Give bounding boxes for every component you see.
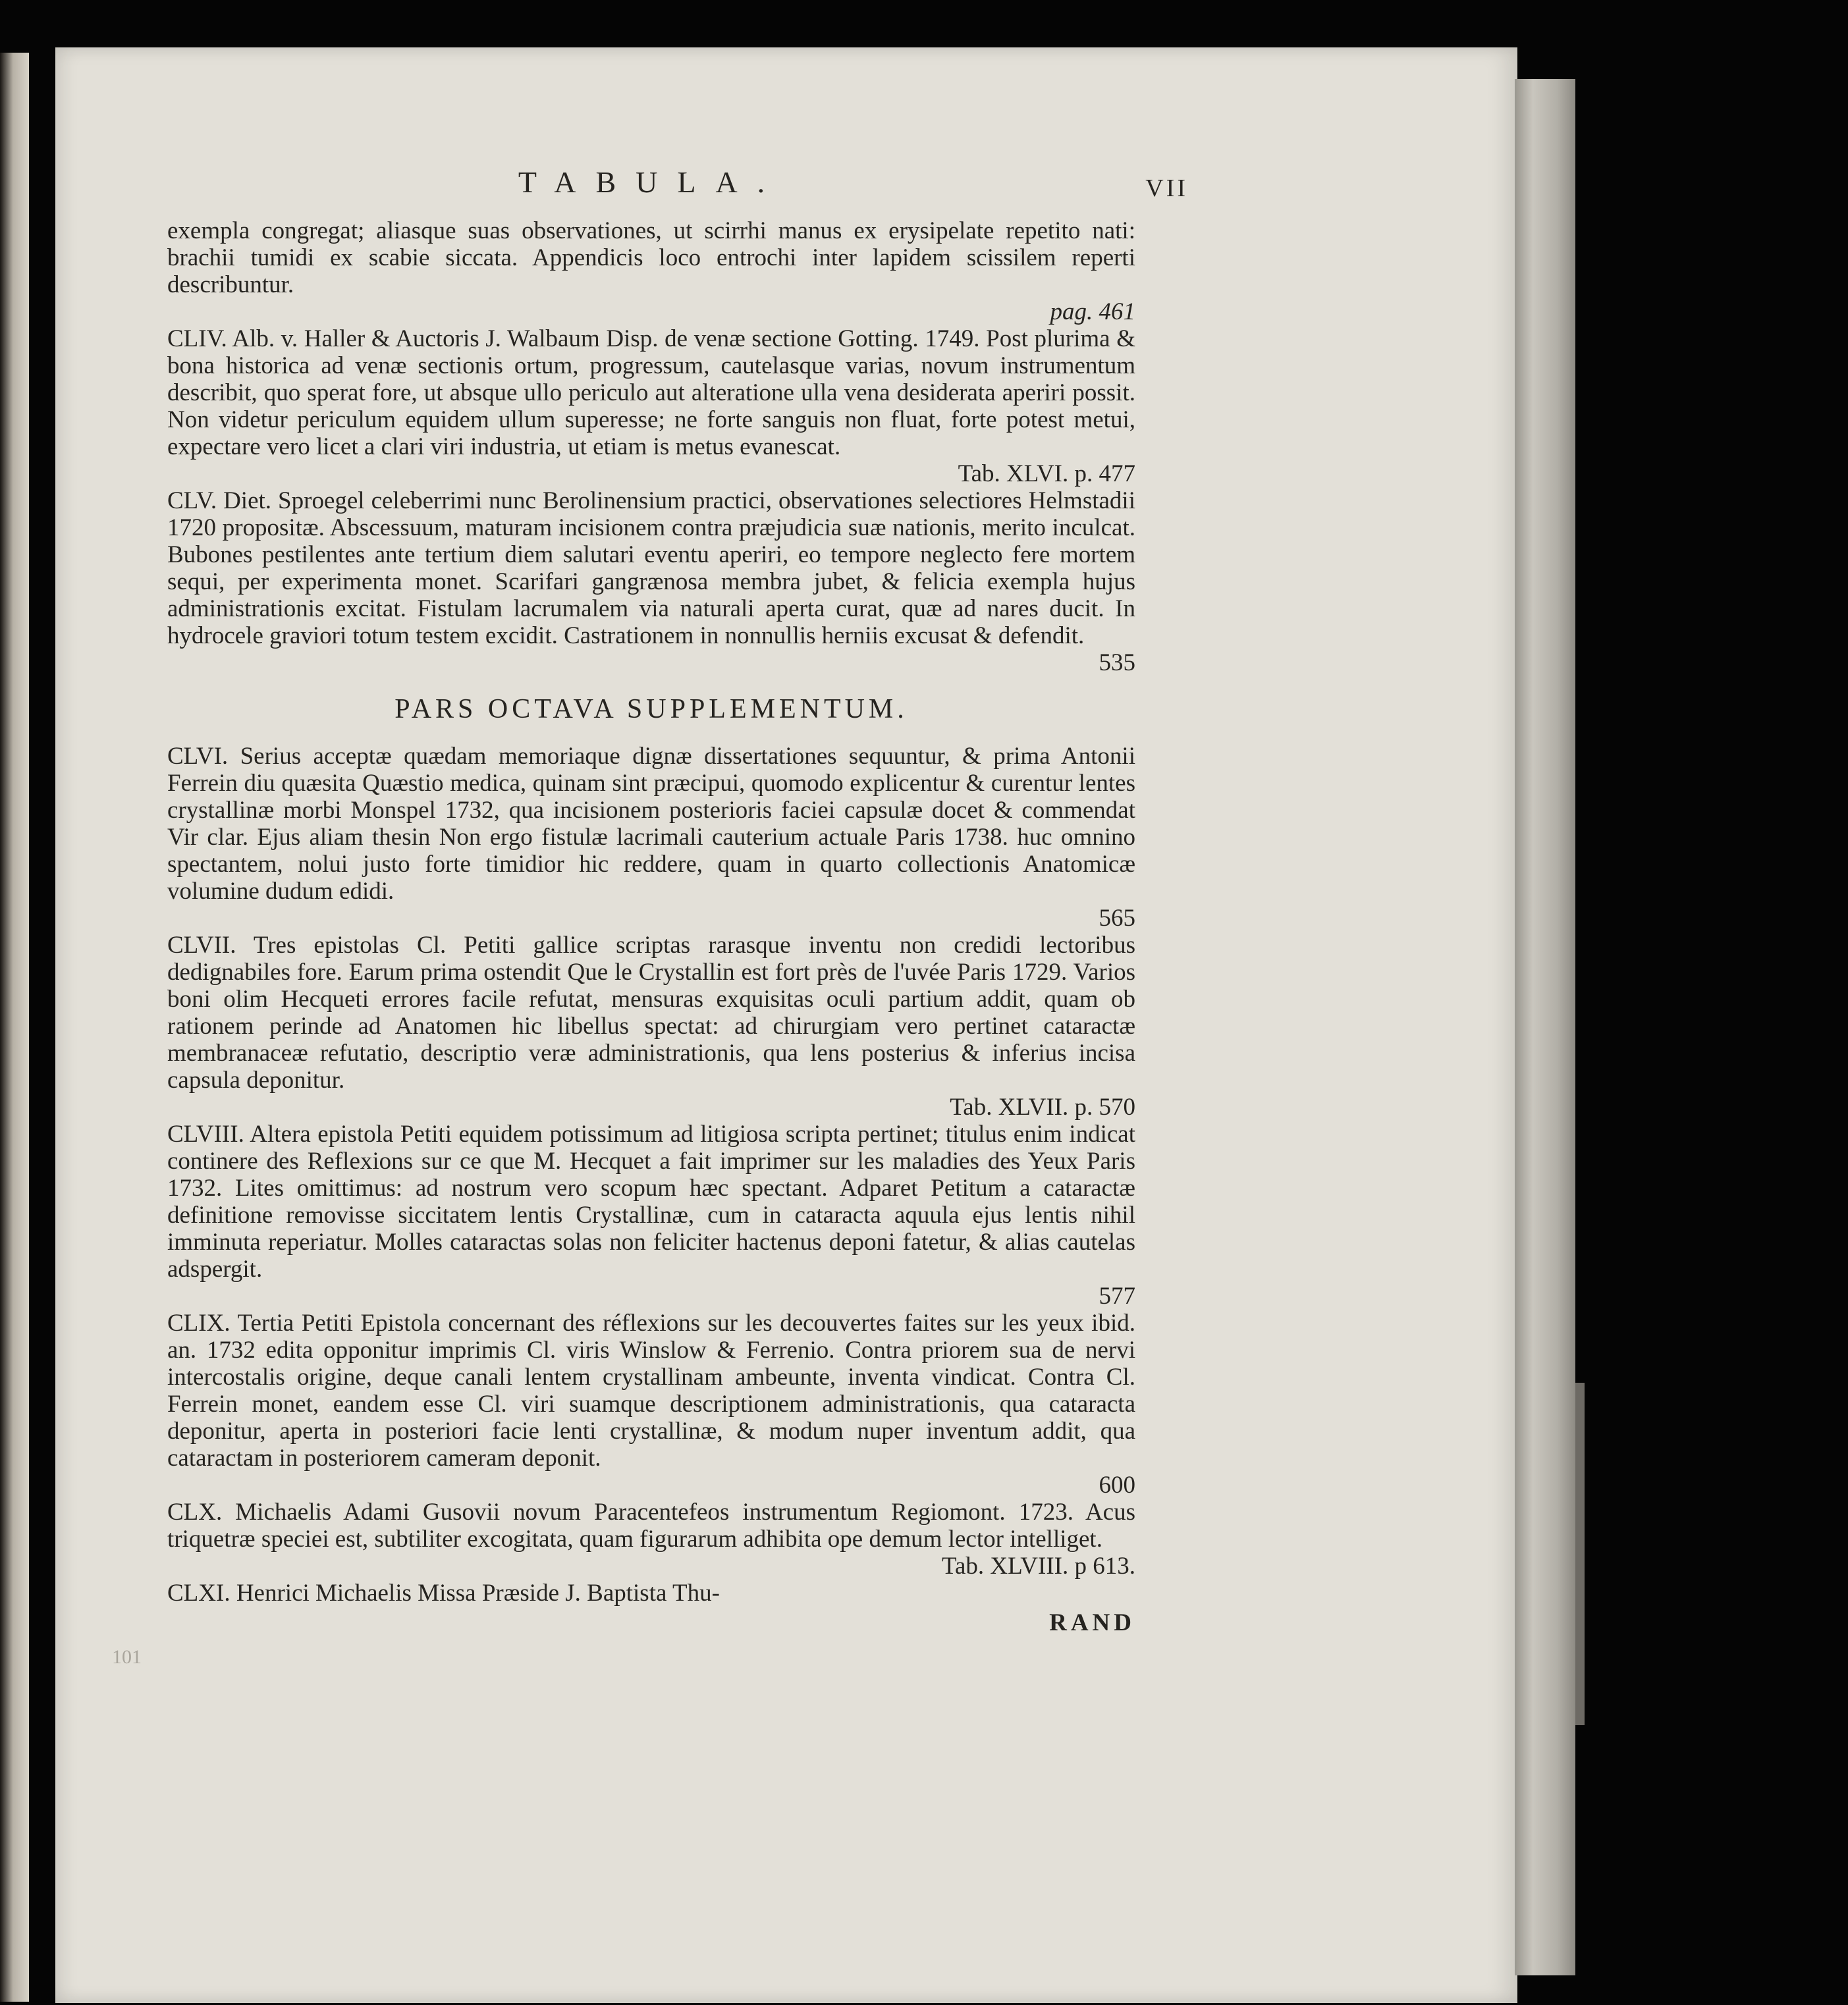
catchword: RAND xyxy=(1049,1609,1135,1636)
page-content xyxy=(167,165,1188,1636)
entry-clvi: CLVI. Serius acceptæ quædam memoriaque dignæ dissertationes sequuntur, & prima Antonii Ferrein diu quæsita Quæstio medica, quinam sint præcipui, quomodo explicentur & curentur lentes crystallinæ morbi Monspel 1732, qua incisionem posterioris faciei capsulæ docet & commendat Vir clar. Ejus aliam thesin Non ergo fistulæ lacrimali cauterium actuale Paris 1738. huc omnino spectantem, nolui justo forte timidior hic reddere, quam in quarto collectionis Anatomicæ volumine dudum edidi. 565 xyxy=(167,743,1135,932)
adjacent-page-edge xyxy=(0,53,29,2002)
page-reference: 535 xyxy=(1099,649,1135,676)
page-reference: 565 xyxy=(1099,905,1135,932)
running-head-title: TABULA. xyxy=(518,165,785,199)
page-reference: pag. 461 xyxy=(1050,298,1135,325)
entry-clxi: CLXI. Henrici Michaelis Missa Præside J. Baptista Thu- xyxy=(167,1580,720,1607)
page-reference: Tab. XLVI. p. 477 xyxy=(958,460,1135,487)
page-reference: 577 xyxy=(1099,1283,1135,1310)
entry-clviii: CLVIII. Altera epistola Petiti equidem potissimum ad litigiosa scripta pertinet; titulus enim indicat continere des Reflexions sur ce que M. Hecquet a fait imprimer sur les maladies des Yeux Paris 1732. Lites omittimus: ad nostrum vero scopum hæc spectant. Adparet Petitum a cataractæ definitione removisse siccitatem lentis Crystallinæ, cum in cataracta aquula ejus lentis nihil imminuta reperiatur. Molles cataractas solas non feliciter hactenus deponi fatetur, & alias cautelas adspergit. 577 xyxy=(167,1121,1135,1310)
entry-clvii: CLVII. Tres epistolas Cl. Petiti gallice scriptas rarasque inventu non credidi lectoribus dedignabiles fore. Earum prima ostendit Que le Crystallin est fort près de l'uvée Paris 1729. Varios boni olim Hecqueti errores facile refutat, mensuras exquisitas oculi partium addit, quam ob rationem perinde ad Anatomen hic libellus spectat: ad chirurgiam vero pertinet cataractæ membranaceæ refutatio, descriptio veræ administrationis, qua lens posterius & inferius incisa capsula deponitur. Tab. XLVII. p. 570 xyxy=(167,932,1135,1121)
page-reference: 600 xyxy=(1099,1472,1135,1499)
entry-cliv: CLIV. Alb. v. Haller & Auctoris J. Walbaum Disp. de venæ sectione Gotting. 1749. Post plurima & bona historica ad venæ sectionis ortum, progressum, cautelasque varias, novum instrumentum describit, quo sperat fore, ut absque ullo periculo aut alteratione ulla vena desiderata aperiri possit. Non videtur periculum equidem ullum superesse; ne forte sanguis non fluat, forte potest metui, expectare vero licet a clari viri industria, ut etiam is metus evanescat. Tab. XLVI. p. 477 xyxy=(167,325,1135,487)
running-head xyxy=(167,165,1188,208)
margin-number: 101 xyxy=(112,1646,142,1668)
book-edge-shadow xyxy=(1575,1383,1585,1725)
entries-top xyxy=(167,217,1135,676)
entries-bottom xyxy=(167,743,1135,1636)
entry-clix: CLIX. Tertia Petiti Epistola concernant des réflexions sur les decouvertes faites sur les yeux ibid. an. 1732 edita opponitur imprimis Cl. viris Winslow & Ferrenio. Contra priorem sua de nervi intercostalis origine, deque canali lentem crystallinam ambeunte, inventa vindicat. Contra Cl. Ferrein monet, eandem esse Cl. viri suamque descriptionem administrationis, qua cataracta deponitur, aperta in posteriori facie lenti crystallinæ, & modum nuper inventum addit, qua cataractam in posteriorem cameram deponit. 600 xyxy=(167,1310,1135,1499)
page-folio: VII xyxy=(1145,174,1188,202)
page-reference: Tab. XLVIII. p 613. xyxy=(941,1553,1135,1580)
page-reference: Tab. XLVII. p. 570 xyxy=(950,1094,1135,1121)
book-edge xyxy=(1515,79,1575,1975)
entry-continuation: exempla congregat; aliasque suas observationes, ut scirrhi manus ex erysipelate repetito nati: brachii tumidi ex scabie siccata. Appendicis loco entrochi inter lapidem scissilem reperti describuntur. pag. 461 xyxy=(167,217,1135,325)
entry-clv: CLV. Diet. Sproegel celeberrimi nunc Berolinensium practici, observationes selectiores Helmstadii 1720 propositæ. Abscessuum, maturam incisionem contra præjudicia suæ nationis, merito inculcat. Bubones pestilentes ante tertium diem salutari eventu aperiri, eo tempore neglecto fere mortem sequi, per experimenta monet. Scarifari gangrænosa membra jubet, & felicia exempla hujus administrationis excitat. Fistulam lacrumalem via naturali aperta curat, quæ ad nares ducit. In hydrocele graviori totum testem excidit. Castrationem in nonnullis herniis excusat & defendit. 535 xyxy=(167,487,1135,676)
entry-clx: CLX. Michaelis Adami Gusovii novum Paracentefeos instrumentum Regiomont. 1723. Acus triquetræ speciei est, subtiliter excogitata, quam figurarum adhibita ope demum lector intelliget. Tab. XLVIII. p 613. xyxy=(167,1499,1135,1580)
section-heading: PARS OCTAVA SUPPLEMENTUM. xyxy=(394,694,908,724)
